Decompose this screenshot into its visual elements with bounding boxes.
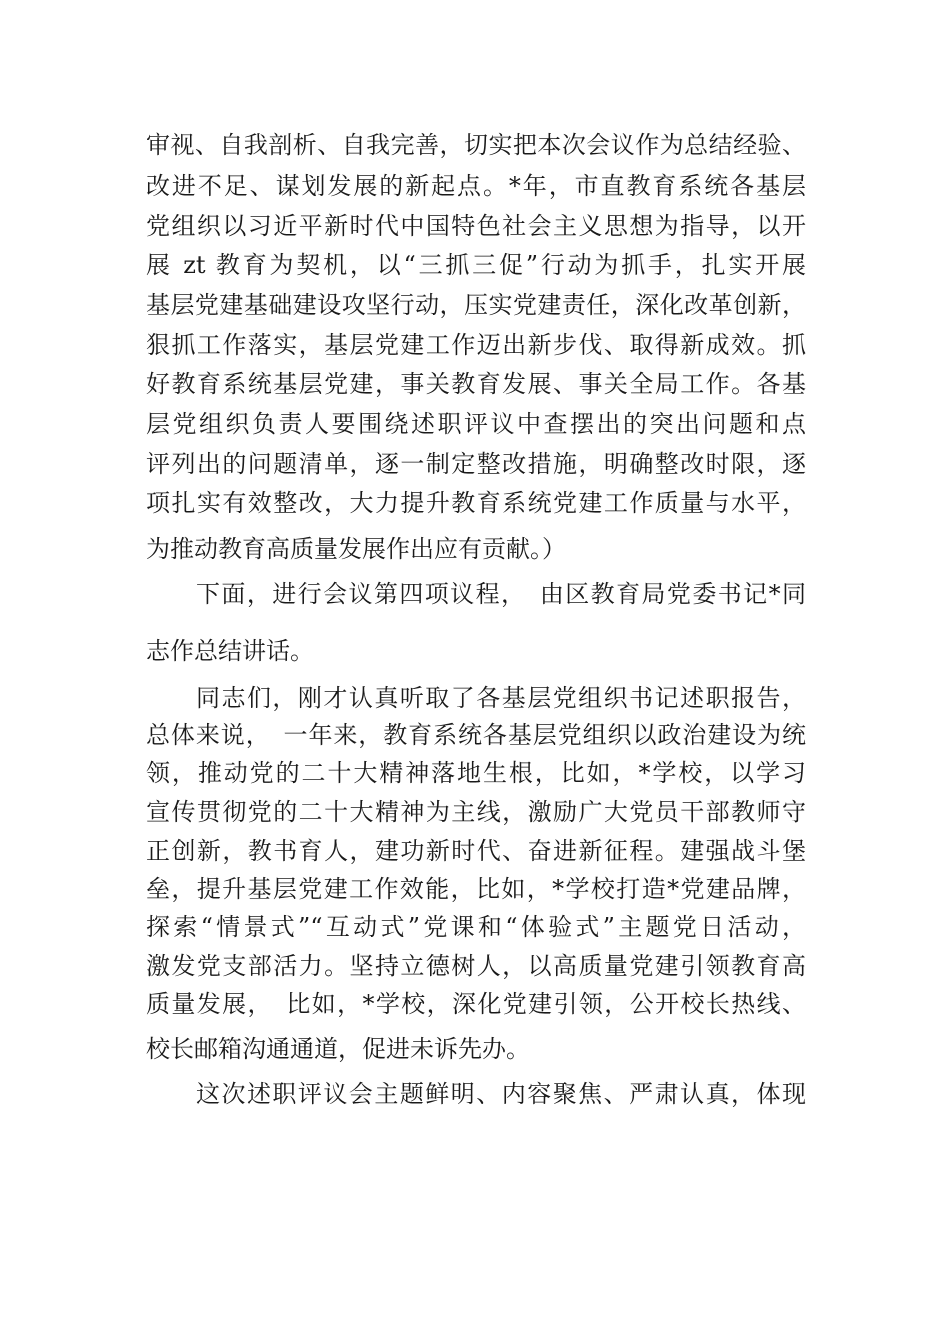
text-line: 宣传贯彻党的二十大精神为主线，激励广大党员干部教师守 (146, 798, 806, 826)
text-line: 层党组织负责人要围绕述职评议中查摆出的突出问题和点 (146, 410, 806, 438)
text-line: 基层党建基础建设攻坚行动，压实党建责任，深化改革创新， (146, 291, 806, 319)
text-line: 探索“情景式”“互动式”党课和“体验式”主题党日活动， (146, 913, 806, 941)
text-line: 为推动教育高质量发展作出应有贡献。） (146, 535, 566, 563)
text-line: 展 zt 教育为契机，以“三抓三促”行动为抓手，扎实开展 (146, 251, 806, 279)
text-line: 党组织以习近平新时代中国特色社会主义思想为指导，以开 (146, 212, 806, 240)
text-line: 正创新，教书育人，建功新时代、奋进新征程。建强战斗堡 (146, 837, 806, 865)
text-line: 这次述职评议会主题鲜明、内容聚焦、严肃认真，体现 (196, 1080, 806, 1108)
text-line: 同志们，刚才认真听取了各基层党组织书记述职报告， (196, 684, 806, 712)
text-line: 评列出的问题清单，逐一制定整改措施，明确整改时限，逐 (146, 450, 806, 478)
text-line: 垒，提升基层党建工作效能，比如，*学校打造*党建品牌， (146, 875, 806, 903)
text-line: 质量发展， 比如，*学校，深化党建引领，公开校长热线、 (146, 990, 806, 1018)
text-line: 志作总结讲话。 (146, 637, 314, 665)
text-line: 审视、自我剖析、自我完善，切实把本次会议作为总结经验、 (146, 131, 806, 159)
text-line: 校长邮箱沟通通道，促进未诉先办。 (146, 1035, 530, 1063)
text-line: 好教育系统基层党建，事关教育发展、事关全局工作。各基 (146, 370, 806, 398)
text-line: 项扎实有效整改，大力提升教育系统党建工作质量与水平， (146, 489, 806, 517)
text-line: 领，推动党的二十大精神落地生根，比如，*学校，以学习 (146, 759, 806, 787)
text-line: 激发党支部活力。坚持立德树人，以高质量党建引领教育高 (146, 952, 806, 980)
text-line: 总体来说， 一年来，教育系统各基层党组织以政治建设为统 (146, 721, 806, 749)
text-line: 改进不足、谋划发展的新起点。*年，市直教育系统各基层 (146, 172, 806, 200)
text-line: 下面，进行会议第四项议程， 由区教育局党委书记*同 (196, 580, 806, 608)
text-line: 狠抓工作落实，基层党建工作迈出新步伐、取得新成效。抓 (146, 331, 806, 359)
